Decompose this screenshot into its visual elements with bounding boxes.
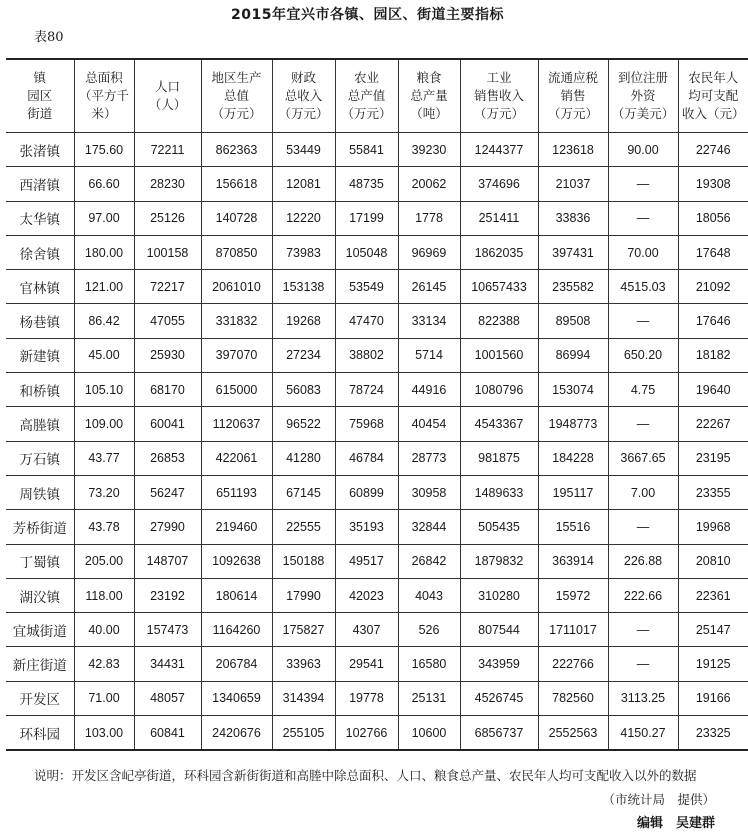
table-cell: 21092 [678,270,748,304]
row-name-cell: 丁蜀镇 [6,544,74,578]
row-name-cell: 周铁镇 [6,475,74,509]
table-cell: 397431 [538,235,608,269]
table-cell: 331832 [201,304,272,338]
table-body [6,133,748,751]
table-cell: 12220 [272,201,335,235]
column-header [335,59,398,133]
table-cell: 96969 [398,235,460,269]
table-cell: 32844 [398,510,460,544]
table-cell: 822388 [460,304,538,338]
table-cell: 86.42 [74,304,134,338]
row-name-cell: 湖㳇镇 [6,578,74,612]
column-header-line: 农业 [353,70,379,85]
table-cell: — [608,510,678,544]
table-cell: 195117 [538,475,608,509]
table-cell: 5714 [398,338,460,372]
header-row [6,59,748,133]
table-row [6,373,748,407]
table-cell: 1948773 [538,407,608,441]
column-header-line: （万元） [547,106,598,121]
table-cell: 29541 [335,647,398,681]
table-cell: — [608,304,678,338]
table-cell: 102766 [335,716,398,751]
page-title: 2015年宜兴市各镇、园区、街道主要指标 [231,7,504,23]
column-header-line: （吨） [410,106,448,121]
table-row [6,544,748,578]
column-header [678,59,748,133]
table-cell: 157473 [134,613,201,647]
table-cell: 12081 [272,167,335,201]
table-cell: 25930 [134,338,201,372]
table-cell: 343959 [460,647,538,681]
table-cell: 180.00 [74,235,134,269]
column-header-line: 总收入 [284,88,323,103]
table-cell: 60899 [335,475,398,509]
table-cell: 72217 [134,270,201,304]
table-cell: 25131 [398,681,460,715]
table-cell: 20062 [398,167,460,201]
table-cell: 60841 [134,716,201,751]
table-cell: 53449 [272,133,335,167]
table-row [6,235,748,269]
column-header [134,59,201,133]
table-cell: 97.00 [74,201,134,235]
table-cell: 41280 [272,441,335,475]
table-cell: 1001560 [460,338,538,372]
table-cell: 44916 [398,373,460,407]
table-cell: 148707 [134,544,201,578]
column-header [398,59,460,133]
data-source: （市统计局 提供） [602,792,715,807]
table-cell: 121.00 [74,270,134,304]
table-cell: 18056 [678,201,748,235]
table-cell: 25147 [678,613,748,647]
table-cell: 90.00 [608,133,678,167]
column-header-line: 到位注册 [617,70,668,85]
table-row [6,407,748,441]
table-note: 说明：开发区含屺亭街道，环科园含新街街道和高塍中除总面积、人口、粮食总产量、农民年人均可支配收入以外的数据 [34,768,697,783]
table-cell: — [608,167,678,201]
row-name-cell: 环科园 [6,716,74,751]
table-cell: — [608,613,678,647]
row-name-cell: 徐舍镇 [6,235,74,269]
table-cell: 19125 [678,647,748,681]
column-header-line: 均可支配 [688,88,739,103]
table-cell: 782560 [538,681,608,715]
table-cell: 19308 [678,167,748,201]
table-cell: 28773 [398,441,460,475]
table-cell: 48735 [335,167,398,201]
table-cell: 45.00 [74,338,134,372]
table-cell: 422061 [201,441,272,475]
table-cell: 10657433 [460,270,538,304]
table-cell: 650.20 [608,338,678,372]
column-header-line: 工业 [486,70,512,85]
table-row [6,716,748,751]
table-cell: 47055 [134,304,201,338]
table-cell: 78724 [335,373,398,407]
table-cell: 1080796 [460,373,538,407]
table-cell: 105.10 [74,373,134,407]
table-cell: 39230 [398,133,460,167]
table-row [6,167,748,201]
table-cell: 18182 [678,338,748,372]
row-name-cell: 张渚镇 [6,133,74,167]
column-header-line: （万元） [341,106,392,121]
table-cell: 33963 [272,647,335,681]
table-row [6,681,748,715]
table-cell: 22555 [272,510,335,544]
table-cell: 70.00 [608,235,678,269]
table-row [6,201,748,235]
table-cell: 27234 [272,338,335,372]
table-cell: 26853 [134,441,201,475]
table-cell: 96522 [272,407,335,441]
table-cell: 53549 [335,270,398,304]
table-cell: 66.60 [74,167,134,201]
table-cell: 2420676 [201,716,272,751]
table-cell: 42023 [335,578,398,612]
table-cell: 123618 [538,133,608,167]
table-cell: 1778 [398,201,460,235]
table-cell: 870850 [201,235,272,269]
table-cell: 43.77 [74,441,134,475]
table-cell: 6856737 [460,716,538,751]
table-cell: 103.00 [74,716,134,751]
column-header-line: 收入（元） [681,106,745,121]
column-header [272,59,335,133]
table-cell: — [608,407,678,441]
table-cell: 40454 [398,407,460,441]
table-cell: 40.00 [74,613,134,647]
table-cell: 19166 [678,681,748,715]
table-cell: 49517 [335,544,398,578]
table-cell: 222.66 [608,578,678,612]
table-cell: 206784 [201,647,272,681]
table-cell: 4543367 [460,407,538,441]
row-name-cell: 西渚镇 [6,167,74,201]
column-header [538,59,608,133]
table-cell: 42.83 [74,647,134,681]
column-header-line: 总面积 [85,70,123,85]
table-cell: 118.00 [74,578,134,612]
table-cell: 71.00 [74,681,134,715]
table-cell: 34431 [134,647,201,681]
table-cell: 1164260 [201,613,272,647]
table-cell: 19778 [335,681,398,715]
table-cell: 20810 [678,544,748,578]
table-cell: 33134 [398,304,460,338]
table-cell: 363914 [538,544,608,578]
table-cell: 3667.65 [608,441,678,475]
table-cell: 23355 [678,475,748,509]
table-cell: 23195 [678,441,748,475]
table-cell: 1879832 [460,544,538,578]
table-cell: 4150.27 [608,716,678,751]
table-cell: 807544 [460,613,538,647]
table-cell: 17990 [272,578,335,612]
table-cell: 26145 [398,270,460,304]
table-row [6,270,748,304]
table-cell: 33836 [538,201,608,235]
column-header-line: 米） [91,106,117,121]
table-cell: 47470 [335,304,398,338]
column-header-line: 镇 [33,70,46,85]
table-cell: 56083 [272,373,335,407]
column-header [201,59,272,133]
table-row [6,613,748,647]
row-name-cell: 高塍镇 [6,407,74,441]
column-header-line: （人） [148,97,187,112]
table-cell: 100158 [134,235,201,269]
table-cell: 175.60 [74,133,134,167]
table-cell: 1340659 [201,681,272,715]
table-cell: 4043 [398,578,460,612]
table-row [6,133,748,167]
table-cell: 1244377 [460,133,538,167]
table-cell: 10600 [398,716,460,751]
table-cell: 235582 [538,270,608,304]
table-row [6,475,748,509]
table-cell: 56247 [134,475,201,509]
table-cell: 30958 [398,475,460,509]
table-cell: 86994 [538,338,608,372]
column-header-line: 园区 [27,88,53,103]
table-row [6,338,748,372]
table-cell: 21037 [538,167,608,201]
row-name-cell: 太华镇 [6,201,74,235]
column-header-line: 总产值 [347,88,386,103]
table-cell: 48057 [134,681,201,715]
column-header-line: （万美元） [611,106,675,121]
table-cell: 205.00 [74,544,134,578]
table-cell: 1092638 [201,544,272,578]
table-cell: 862363 [201,133,272,167]
table-cell: — [608,647,678,681]
column-header-line: （万元） [211,106,262,121]
table-cell: 156618 [201,167,272,201]
table-cell: 46784 [335,441,398,475]
table-cell: — [608,201,678,235]
table-cell: 27990 [134,510,201,544]
table-cell: 7.00 [608,475,678,509]
table-cell: 981875 [460,441,538,475]
indicators-table [6,58,748,751]
table-cell: 374696 [460,167,538,201]
column-header-line: 农民年人 [688,70,739,85]
table-cell: 19640 [678,373,748,407]
table-cell: 19268 [272,304,335,338]
row-name-cell: 万石镇 [6,441,74,475]
table-cell: 222766 [538,647,608,681]
column-header-line: （万元） [278,106,329,121]
table-cell: 180614 [201,578,272,612]
table-cell: 35193 [335,510,398,544]
table-cell: 89508 [538,304,608,338]
column-header-line: 街道 [27,106,53,121]
column-header-line: 销售 [560,88,586,103]
column-header-line: 粮食 [416,70,442,85]
table-cell: 22361 [678,578,748,612]
table-cell: 615000 [201,373,272,407]
table-cell: 23325 [678,716,748,751]
table-cell: 22746 [678,133,748,167]
table-cell: 397070 [201,338,272,372]
table-number: 表80 [34,30,64,45]
table-cell: 4307 [335,613,398,647]
table-cell: 15972 [538,578,608,612]
table-cell: 505435 [460,510,538,544]
table-row [6,510,748,544]
table-cell: 226.88 [608,544,678,578]
row-name-cell: 开发区 [6,681,74,715]
table-cell: 26842 [398,544,460,578]
table-cell: 1862035 [460,235,538,269]
table-cell: 1489633 [460,475,538,509]
table-cell: 38802 [335,338,398,372]
row-name-cell: 宜城街道 [6,613,74,647]
table-cell: 55841 [335,133,398,167]
column-header [74,59,134,133]
row-name-cell: 杨巷镇 [6,304,74,338]
table-cell: 175827 [272,613,335,647]
table-cell: 153074 [538,373,608,407]
table-cell: 23192 [134,578,201,612]
table-cell: 314394 [272,681,335,715]
table-cell: 251411 [460,201,538,235]
table-row [6,647,748,681]
table-row [6,578,748,612]
column-header [6,59,74,133]
table-cell: 68170 [134,373,201,407]
table-cell: 140728 [201,201,272,235]
table-cell: 17199 [335,201,398,235]
table-cell: 60041 [134,407,201,441]
row-name-cell: 新建镇 [6,338,74,372]
row-name-cell: 芳桥街道 [6,510,74,544]
column-header [460,59,538,133]
column-header-line: 外资 [630,88,656,103]
table-cell: 255105 [272,716,335,751]
column-header-line: （万元） [473,106,524,121]
row-name-cell: 新庄街道 [6,647,74,681]
table-cell: 1120637 [201,407,272,441]
table-cell: 4526745 [460,681,538,715]
table-cell: 2061010 [201,270,272,304]
table-cell: 219460 [201,510,272,544]
table-cell: 43.78 [74,510,134,544]
table-row [6,441,748,475]
row-name-cell: 官林镇 [6,270,74,304]
table-cell: 310280 [460,578,538,612]
table-cell: 75968 [335,407,398,441]
column-header-line: 销售收入 [473,88,524,103]
table-cell: 651193 [201,475,272,509]
table-cell: 105048 [335,235,398,269]
editor-credit: 编辑 吴建群 [636,816,715,831]
column-header-line: 地区生产 [211,70,262,85]
table-cell: 17646 [678,304,748,338]
table-cell: 72211 [134,133,201,167]
table-cell: 28230 [134,167,201,201]
table-cell: 67145 [272,475,335,509]
table-row [6,304,748,338]
column-header-line: （平方千 [78,88,129,103]
column-header-line: 流通应税 [547,70,598,85]
table-cell: 16580 [398,647,460,681]
table-cell: 17648 [678,235,748,269]
column-header-line: 总产量 [410,88,448,103]
column-header-line: 人口 [154,79,180,94]
column-header-line: 财政 [290,70,316,85]
column-header-line: 总值 [223,88,249,103]
table-cell: 1711017 [538,613,608,647]
table-cell: 73983 [272,235,335,269]
table-cell: 25126 [134,201,201,235]
table-cell: 4515.03 [608,270,678,304]
table-cell: 153138 [272,270,335,304]
table-cell: 2552563 [538,716,608,751]
table-cell: 15516 [538,510,608,544]
table-cell: 526 [398,613,460,647]
table-cell: 184228 [538,441,608,475]
table-cell: 3113.25 [608,681,678,715]
column-header [608,59,678,133]
table-cell: 109.00 [74,407,134,441]
table-cell: 150188 [272,544,335,578]
table-cell: 19968 [678,510,748,544]
table-cell: 4.75 [608,373,678,407]
table-cell: 73.20 [74,475,134,509]
row-name-cell: 和桥镇 [6,373,74,407]
table-cell: 22267 [678,407,748,441]
